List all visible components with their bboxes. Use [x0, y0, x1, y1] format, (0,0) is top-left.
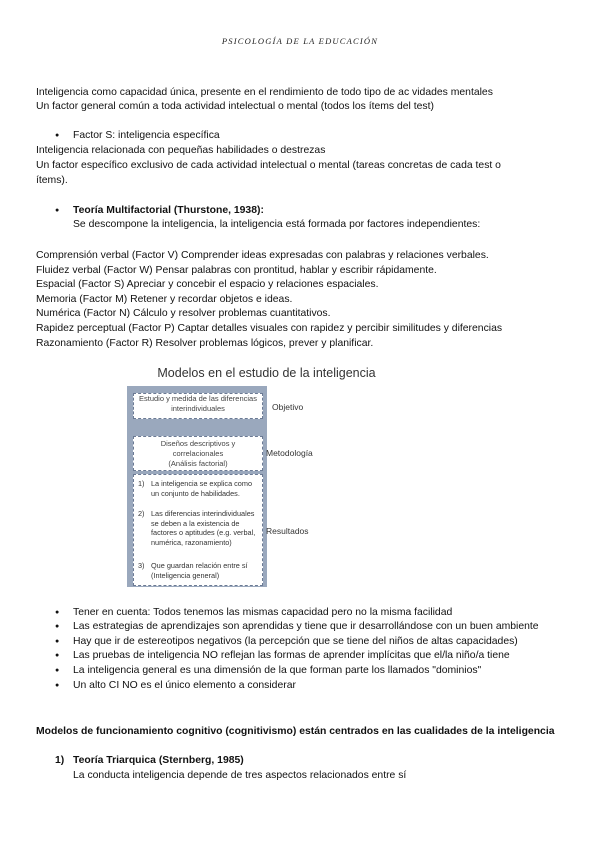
note-bullet [73, 679, 296, 693]
objective-label: Objetivo [272, 402, 304, 412]
factor-line: Rapidez perceptual (Factor P) Captar detalles visuales con rapidez y percibir similitudes y diferencias [36, 323, 503, 334]
factor-s-line-2: Un factor específico exclusivo de cada actividad intelectual o mental (tareas concretas de cada test o [36, 160, 501, 171]
note-text: Tener en cuenta: Todos tenemos las mismas capacidad pero no la misma facilidad [73, 607, 453, 618]
note-bullet [73, 649, 510, 663]
note-bullet [73, 606, 452, 620]
multifactorial-subtitle: Se descompone la inteligencia, la inteligencia está formada por factores independientes: [73, 219, 481, 230]
method-box-line-3: (Análisis factorial) [168, 459, 228, 468]
factor-s-line-1: Inteligencia relacionada con pequeñas habilidades o destrezas [36, 145, 326, 156]
note-text: Un alto CI NO es el único elemento a considerar [73, 680, 296, 691]
result-number: 2) [138, 509, 145, 518]
factor-line: Numérica (Factor N) Cálculo y resolver problemas cuantitativos. [36, 308, 331, 319]
item-number: 1) [55, 755, 65, 766]
factor-s-bullet-text: Factor S: inteligencia específica [73, 130, 220, 141]
triarchic-text: La conducta inteligencia depende de tres aspectos relacionados entre sí [73, 770, 407, 781]
method-box-line-2: correlacionales [172, 449, 224, 458]
factor-line: Fluidez verbal (Factor W) Pensar palabras con prontitud, hablar y escribir rápidamente. [36, 265, 437, 276]
objective-box [133, 393, 263, 419]
multifactorial-bullet [73, 204, 264, 218]
method-box-line-1: Diseños descriptivos y [160, 439, 236, 448]
note-text: Las estrategias de aprendizajes son aprendidas y tiene que ir desarrollándose con un buen ambiente [73, 621, 539, 632]
method-box [133, 436, 263, 471]
result-number: 1) [138, 479, 145, 488]
page-header: PSICOLOGÍA DE LA EDUCACIÓN [221, 36, 379, 46]
factor-line: Espacial (Factor S) Apreciar y concebir el espacio y relaciones espaciales. [36, 279, 379, 290]
triarchic-title: Teoría Triarquica (Sternberg, 1985) [73, 755, 244, 766]
cognitive-heading: Modelos de funcionamiento cognitivo (cognitivismo) están centrados en las cualidades de la inteligencia [36, 726, 555, 737]
note-bullet [73, 620, 539, 634]
note-text: Las pruebas de inteligencia NO reflejan las formas de aprender implícitas que el/la niño/a tiene [73, 650, 510, 661]
objective-box-text: Estudio y medida de las diferencias interindividuales [139, 394, 257, 413]
result-number: 3) [138, 561, 145, 570]
multifactorial-title: Teoría Multifactorial (Thurstone, 1938): [73, 205, 264, 216]
result-item: Que guardan relación entre sí (Inteligencia general) [151, 561, 248, 580]
factor-line: Comprensión verbal (Factor V) Comprender ideas expresadas con palabras y relaciones verbales. [36, 250, 489, 261]
factor-s-bullet [73, 129, 220, 143]
note-bullet [73, 635, 518, 649]
note-text: La inteligencia general es una dimensión de la que forman parte los llamados "dominios" [73, 665, 482, 676]
method-label: Metodología [266, 448, 313, 458]
result-item: Las diferencias interindividuales se deben a la existencia de factores o aptitudes (e.g. verbal, numérica, razonamiento) [151, 509, 256, 547]
intro-line-2: Un factor general común a toda actividad intelectual o mental (todos los ítems del test) [36, 101, 434, 112]
results-box [133, 474, 263, 586]
note-bullet [73, 664, 481, 678]
intelligence-models-figure [127, 362, 406, 587]
intro-line-1: Inteligencia como capacidad única, presente en el rendimiento de todo tipo de ac vidades mentales [36, 87, 493, 98]
figure-title: Modelos en el estudio de la inteligencia [157, 366, 376, 380]
results-label: Resultados [266, 526, 309, 536]
factor-line: Memoria (Factor M) Retener y recordar objetos e ideas. [36, 294, 293, 305]
factor-line: Razonamiento (Factor R) Resolver problemas lógicos, prever y planificar. [36, 338, 374, 349]
note-text: Hay que ir de estereotipos negativos (la percepción que se tiene del niños de altas capacidades) [73, 636, 518, 647]
factor-s-line-3: ítems). [36, 175, 68, 186]
result-item: La inteligencia se explica como un conjunto de habilidades. [151, 479, 252, 498]
